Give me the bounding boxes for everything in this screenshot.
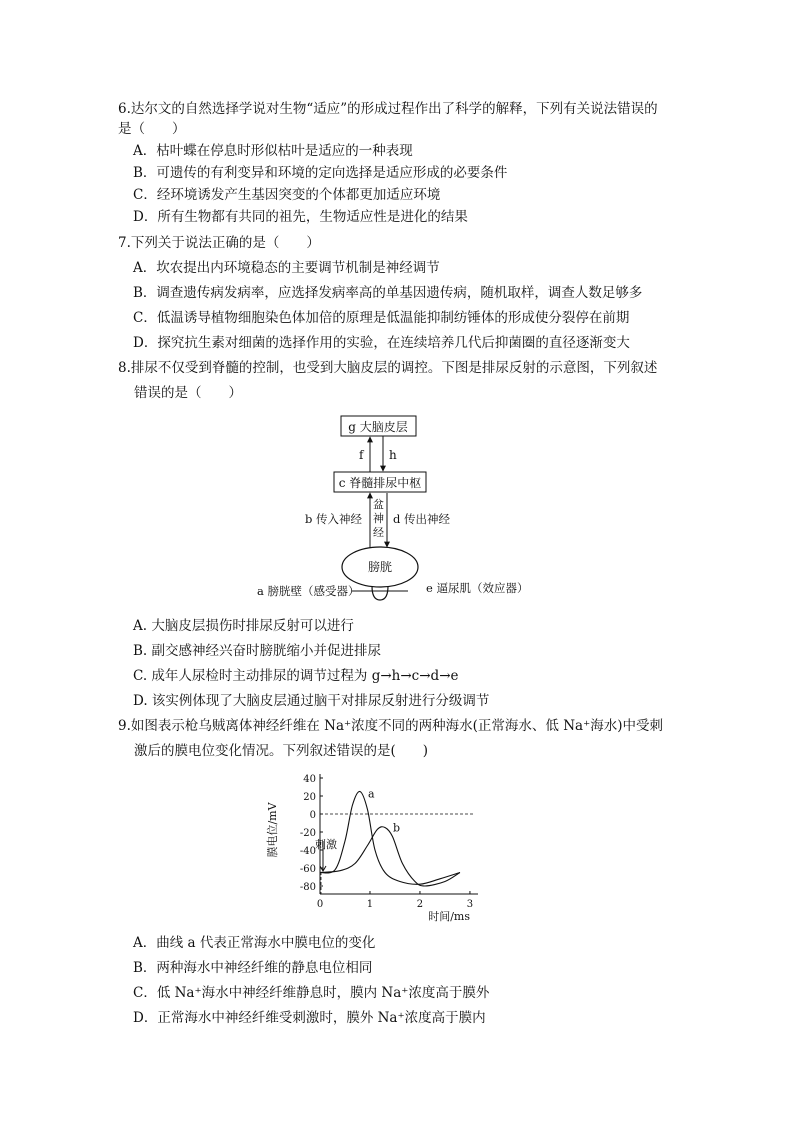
spinal-center-label: c 脊髓排尿中枢 <box>338 476 422 490</box>
q7-option-d: D．探究抗生素对细菌的选择作用的实验，在连续培养几代后抑菌圈的直径逐渐变大 <box>133 335 630 351</box>
q8-stem-line2: 错误的是（ ） <box>134 385 242 401</box>
efferent-nerve-label: d 传出神经 <box>393 512 451 526</box>
q8-stem-line1: 8.排尿不仅受到脊髓的控制，也受到大脑皮层的调控。下图是排尿反射的示意图，下列叙述 <box>118 360 658 376</box>
q7-option-b: B．调查遗传病发病率，应选择发病率高的单基因遗传病，随机取样，调查人数足够多 <box>133 285 643 301</box>
q9-option-d: D．正常海水中神经纤维受刺激时，膜外 Na⁺浓度高于膜内 <box>133 1010 486 1026</box>
urination-reflex-diagram <box>250 410 540 610</box>
detrusor-label: e 逼尿肌（效应器） <box>426 581 529 595</box>
afferent-nerve-label: b 传入神经 <box>305 512 363 526</box>
q8-option-a: A. 大脑皮层损伤时排尿反射可以进行 <box>133 618 354 634</box>
series-label-a: a <box>367 787 375 801</box>
q9-option-a: A．曲线 a 代表正常海水中膜电位的变化 <box>133 935 376 951</box>
y-tick-label: -20 <box>299 828 316 839</box>
q6-option-d: D．所有生物都有共同的祖先，生物适应性是进化的结果 <box>133 209 468 225</box>
x-tick-label: 3 <box>466 899 474 910</box>
h-label: h <box>389 448 397 462</box>
bladder-wall-label: a 膀胱壁（感受器） <box>257 584 360 598</box>
pelvic-nerve-char-3: 经 <box>373 526 384 539</box>
x-tick-label: 0 <box>316 899 324 910</box>
q9-stem-line2: 激后的膜电位变化情况。下列叙述错误的是( ) <box>134 743 429 759</box>
q9-stem-line1: 9.如图表示枪乌贼离体神经纤维在 Na⁺浓度不同的两种海水(正常海水、低 Na⁺海水)中受刺 <box>118 718 663 734</box>
y-tick-label: -80 <box>299 882 316 893</box>
q6-stem-line1: 6.达尔文的自然选择学说对生物“适应”的形成过程作出了科学的解释，下列有关说法错误的 <box>118 101 658 117</box>
y-tick-label: -60 <box>299 864 316 875</box>
x-tick-label: 1 <box>366 899 374 910</box>
chart-x-axis-label: 时间/ms <box>428 910 470 923</box>
pelvic-nerve-char-2: 神 <box>373 512 384 525</box>
urethra-shape <box>372 586 388 600</box>
q8-option-c: C. 成年人尿检时主动排尿的调节过程为 g→h→c→d→e <box>133 668 459 684</box>
chart-stimulus-annotation: 刺激 <box>315 838 337 851</box>
q6-stem-line2: 是（ ） <box>118 121 186 137</box>
q7-stem: 7.下列关于说法正确的是（ ） <box>118 235 320 251</box>
y-tick-label: 40 <box>303 774 316 785</box>
q8-option-d: D. 该实例体现了大脑皮层通过脑干对排尿反射进行分级调节 <box>133 693 490 709</box>
y-tick-label: 20 <box>303 792 316 803</box>
y-tick-label: -40 <box>299 846 316 857</box>
q6-option-c: C．经环境诱发产生基因突变的个体都更加适应环境 <box>133 187 441 203</box>
cerebral-cortex-label: g 大脑皮层 <box>348 420 408 434</box>
q6-option-a: A．枯叶蝶在停息时形似枯叶是适应的一种表现 <box>133 143 413 159</box>
membrane-potential-chart <box>258 768 498 926</box>
q6-option-b: B．可遗传的有利变异和环境的定向选择是适应形成的必要条件 <box>133 165 508 181</box>
x-tick-label: 2 <box>416 899 424 910</box>
q7-option-a: A．坎农提出内环境稳态的主要调节机制是神经调节 <box>133 260 440 276</box>
f-label: f <box>359 448 364 462</box>
q9-option-c: C．低 Na⁺海水中神经纤维静息时，膜内 Na⁺浓度高于膜外 <box>133 985 490 1001</box>
q7-option-c: C．低温诱导植物细胞染色体加倍的原理是低温能抑制纺锤体的形成使分裂停在前期 <box>133 310 630 326</box>
q8-option-b: B. 副交感神经兴奋时膀胱缩小并促进排尿 <box>133 643 382 659</box>
q9-option-b: B．两种海水中神经纤维的静息电位相同 <box>133 960 373 976</box>
pelvic-nerve-char-1: 盆 <box>373 498 384 511</box>
chart-y-axis-label: 膜电位/mV <box>266 802 279 858</box>
y-tick-label: 0 <box>309 810 316 821</box>
series-label-b: b <box>392 821 401 835</box>
bladder-label: 膀胱 <box>367 560 393 574</box>
